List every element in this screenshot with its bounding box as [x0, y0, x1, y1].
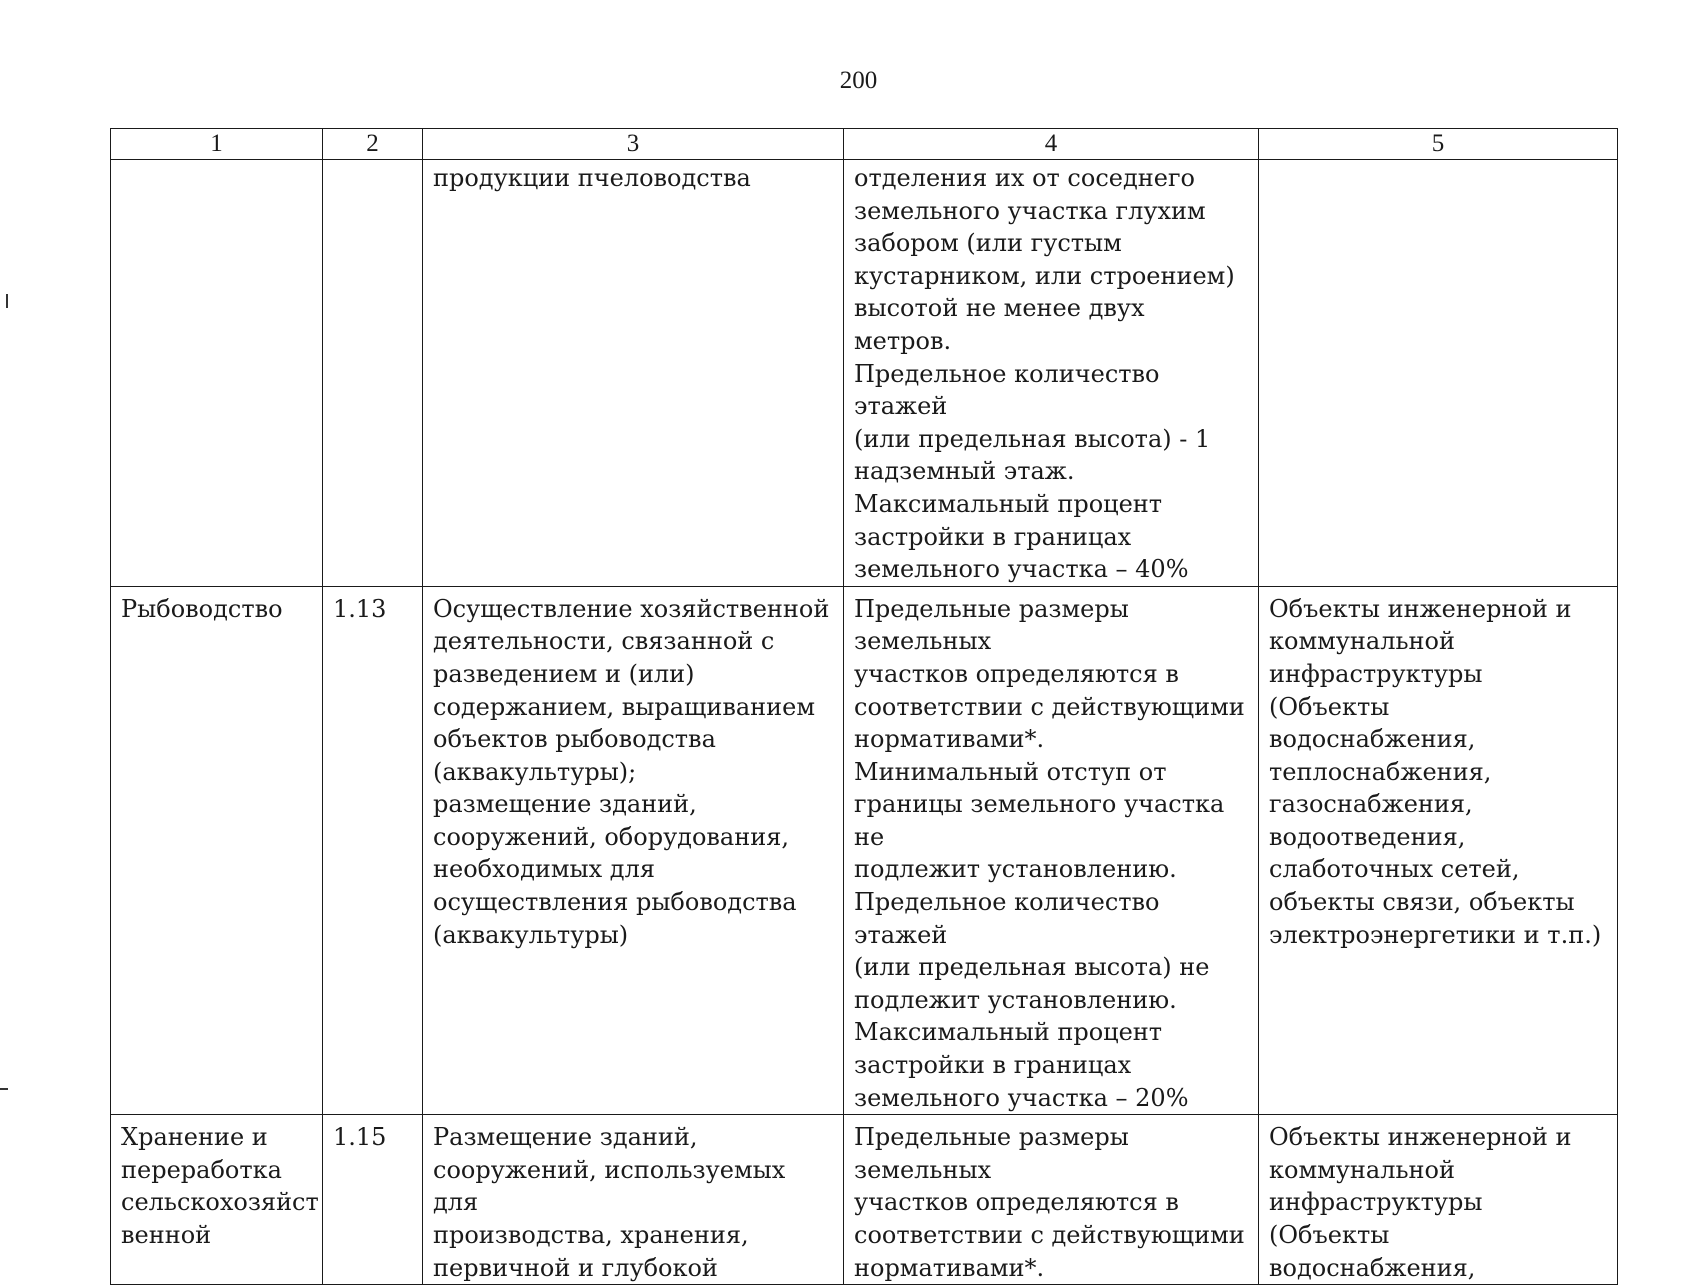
column-header-5: 5 [1259, 129, 1618, 160]
scan-margin-mark [0, 1088, 8, 1090]
use-code-cell: 1.15 [323, 1115, 423, 1285]
column-header-1: 1 [111, 129, 323, 160]
parameters-cell: Предельные размеры земельных участков определяются в соответствии с действующими нормативами*. [844, 1115, 1259, 1285]
use-type-cell: Рыбоводство [111, 586, 323, 1115]
use-description-cell: Осуществление хозяйственной деятельности, связанной с разведением и (или) содержанием, выращиванием объектов рыбоводства (аквакультуры); размещение зданий, сооружений, оборудования, необходимых для осуществления рыбоводства (аквакультуры) [423, 586, 844, 1115]
use-code-cell [323, 160, 423, 587]
use-code-cell: 1.13 [323, 586, 423, 1115]
column-header-3: 3 [423, 129, 844, 160]
column-header-2: 2 [323, 129, 423, 160]
scan-margin-mark [6, 294, 8, 308]
table-header-row [111, 129, 1618, 160]
parameters-cell: отделения их от соседнего земельного участка глухим забором (или густым кустарником, или строением) высотой не менее двух метров. Предельное количество этажей (или предельная высота) - 1 надземный этаж. Максимальный процент застройки в границах земельного участка – 40% [844, 160, 1259, 587]
table-row [111, 586, 1618, 1115]
regulations-table [110, 128, 1618, 1285]
use-type-cell: Хранение и переработка сельскохозяйст венной [111, 1115, 323, 1285]
table-row [111, 160, 1618, 587]
auxiliary-uses-cell: Объекты инженерной и коммунальной инфраструктуры (Объекты водоснабжения, [1259, 1115, 1618, 1285]
column-header-4: 4 [844, 129, 1259, 160]
use-description-cell: продукции пчеловодства [423, 160, 844, 587]
page-number: 200 [839, 67, 878, 94]
use-type-cell [111, 160, 323, 587]
auxiliary-uses-cell [1259, 160, 1618, 587]
use-description-cell: Размещение зданий, сооружений, используемых для производства, хранения, первичной и глубокой [423, 1115, 844, 1285]
parameters-cell: Предельные размеры земельных участков определяются в соответствии с действующими нормативами*. Минимальный отступ от границы земельного участка не подлежит установлению. Предельное количество этажей (или предельная высота) не подлежит установлению. Максимальный процент застройки в границах земельного участка – 20% [844, 586, 1259, 1115]
auxiliary-uses-cell: Объекты инженерной и коммунальной инфраструктуры (Объекты водоснабжения, теплоснабжения, газоснабжения, водоотведения, слаботочных сетей, объекты связи, объекты электроэнергетики и т.п.) [1259, 586, 1618, 1115]
